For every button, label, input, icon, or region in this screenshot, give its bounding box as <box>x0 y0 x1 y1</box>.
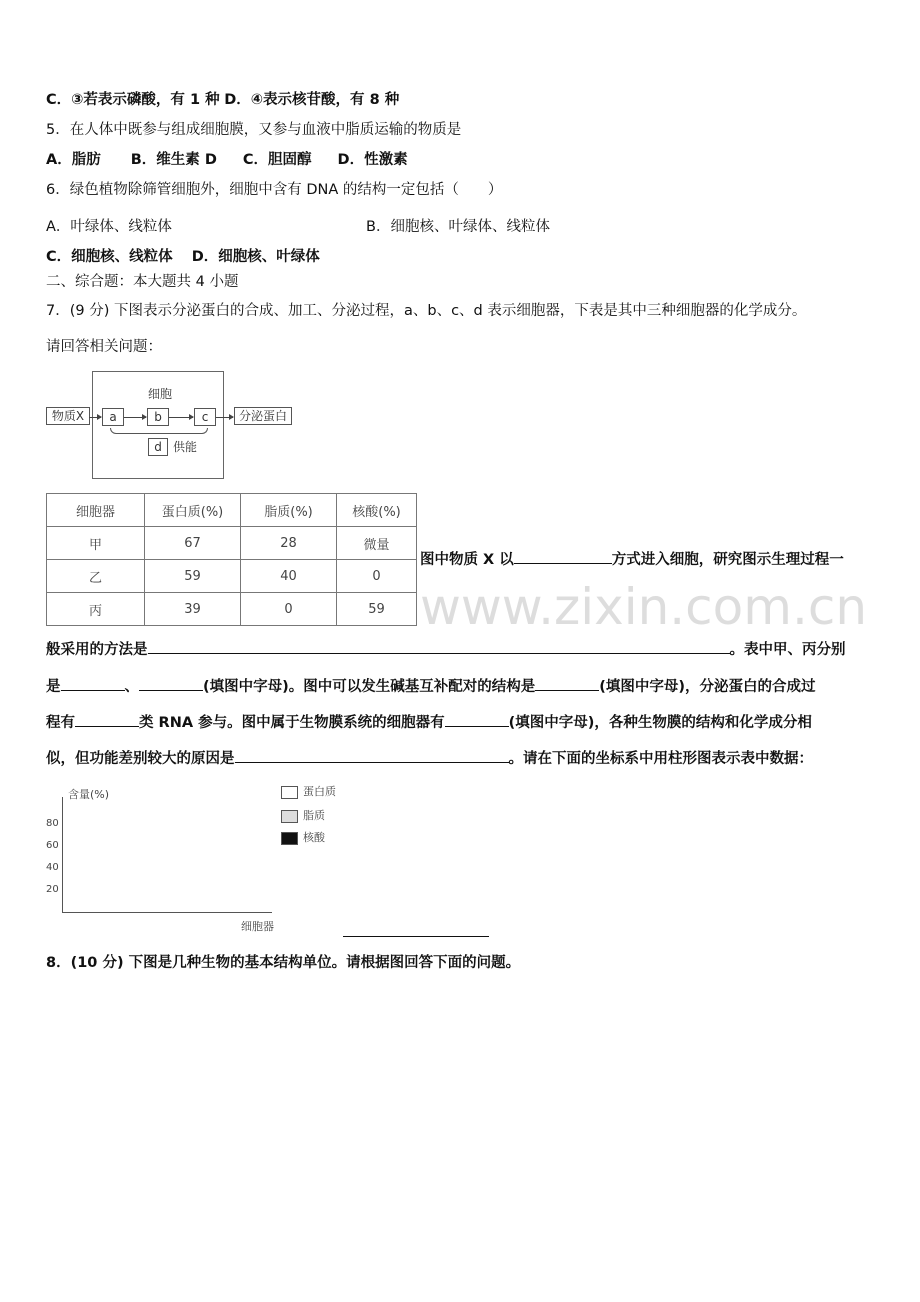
cell-label: 细胞 <box>140 386 180 402</box>
q7-line3: 是 、 (填图中字母)。图中可以发生碱基互补配对的结构是 (填图中字母)，分泌蛋白的合成过 <box>46 676 816 697</box>
swatch-icon <box>281 810 298 823</box>
y-axis-label: 含量(%) <box>68 788 110 801</box>
table-row: 乙 59 40 0 <box>47 560 417 593</box>
legend-nucleic-acid: 核酸 <box>281 829 325 845</box>
x-axis-label: 细胞器 <box>241 920 274 933</box>
energy-label: 供能 <box>170 439 200 455</box>
q7-line1: 图中物质 X 以 方式进入细胞，研究图示生理过程一 <box>420 549 844 570</box>
answer-blank[interactable] <box>343 936 489 937</box>
arrow <box>216 417 233 418</box>
q7-line4: 程有 类 RNA 参与。图中属于生物膜系统的细胞器有 (填图中字母)，各种生物膜的结构和化学成分相 <box>46 712 812 733</box>
q6-option-a: A．叶绿体、线粒体 <box>46 219 172 235</box>
y-tick: 80 <box>46 818 59 829</box>
y-axis <box>62 797 63 913</box>
answer-blank[interactable] <box>535 676 599 691</box>
section-heading: 二、综合题：本大题共 4 小题 <box>46 274 239 290</box>
q7-line5: 似，但功能差别较大的原因是 。请在下面的坐标系中用柱形图表示表中数据： <box>46 748 813 769</box>
organelle-d-box: d <box>148 438 168 456</box>
organelle-c-box: c <box>194 408 216 426</box>
answer-blank[interactable] <box>75 712 139 727</box>
q5-stem: 5．在人体中既参与组成细胞膜，又参与血液中脂质运输的物质是 <box>46 122 462 138</box>
y-tick: 60 <box>46 840 59 851</box>
swatch-icon <box>281 786 298 799</box>
substance-x-box: 物质X <box>46 407 90 425</box>
q7-line2: 般采用的方法是 。表中甲、丙分别 <box>46 639 846 660</box>
arrow <box>89 417 101 418</box>
answer-blank[interactable] <box>148 639 730 654</box>
q7-stem2: 请回答相关问题： <box>46 339 162 355</box>
legend-protein: 蛋白质 <box>281 783 336 799</box>
arrow <box>124 417 146 418</box>
q7-stem: 7．(9 分) 下图表示分泌蛋白的合成、加工、分泌过程，a、b、c、d 表示细胞器，下表是其中三种细胞器的化学成分。 <box>46 303 807 319</box>
x-axis <box>62 912 272 913</box>
answer-blank[interactable] <box>235 748 509 763</box>
organelle-b-box: b <box>147 408 169 426</box>
watermark: www.zixin.com.cn <box>420 578 868 636</box>
q5-options: A．脂肪 B．维生素 D C．胆固醇 D．性激素 <box>46 152 408 168</box>
brace <box>110 428 208 434</box>
q4-options: C．③若表示磷酸，有 1 种 D．④表示核苷酸，有 8 种 <box>46 92 400 108</box>
legend-lipid: 脂质 <box>281 807 325 823</box>
q6-option-b: B．细胞核、叶绿体、线粒体 <box>366 219 550 235</box>
secreted-protein-box: 分泌蛋白 <box>234 407 292 425</box>
table-row: 丙 39 0 59 <box>47 593 417 626</box>
q6-options-cd: C．细胞核、线粒体 D．细胞核、叶绿体 <box>46 249 320 265</box>
organelle-a-box: a <box>102 408 124 426</box>
arrow <box>169 417 193 418</box>
swatch-icon <box>281 832 298 845</box>
answer-blank[interactable] <box>61 676 125 691</box>
y-tick: 40 <box>46 862 59 873</box>
answer-blank[interactable] <box>514 549 612 564</box>
answer-blank[interactable] <box>445 712 509 727</box>
table-row: 甲 67 28 微量 <box>47 527 417 560</box>
q8-stem: 8．(10 分) 下图是几种生物的基本结构单位。请根据图回答下面的问题。 <box>46 955 521 971</box>
answer-blank[interactable] <box>139 676 203 691</box>
y-tick: 20 <box>46 884 59 895</box>
organelle-table: 细胞器 蛋白质(%) 脂质(%) 核酸(%) 甲 67 28 微量 乙 59 40 0 丙 39 0 59 <box>46 493 417 626</box>
q6-stem: 6．绿色植物除筛管细胞外，细胞中含有 DNA 的结构一定包括（ ） <box>46 182 503 198</box>
